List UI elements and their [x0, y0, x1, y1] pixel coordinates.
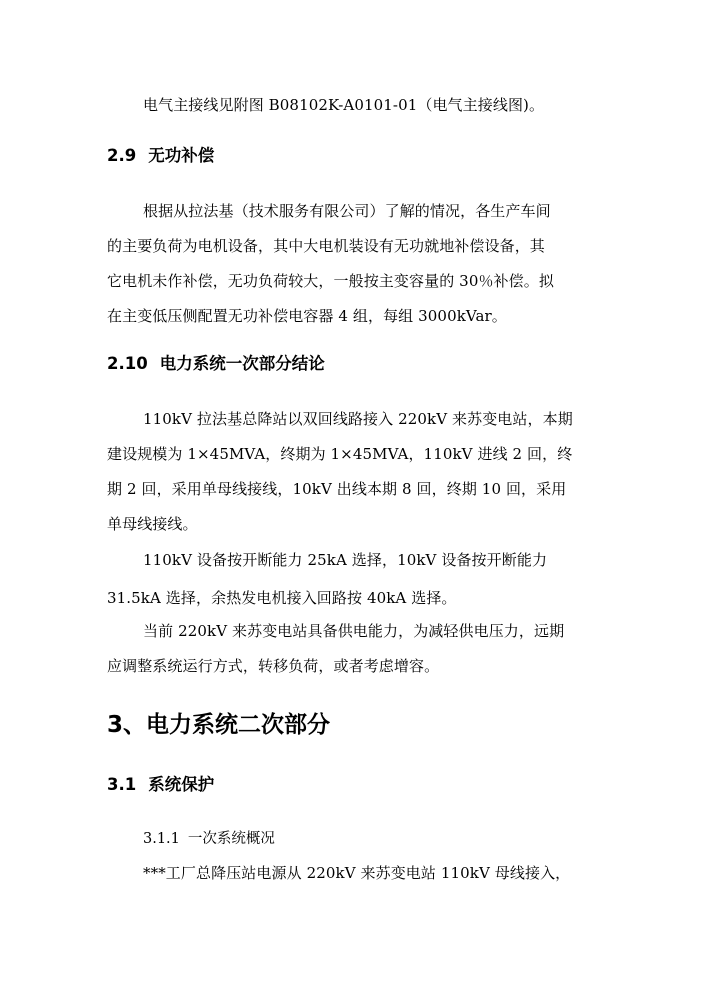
chapter-3-heading: [107, 711, 330, 739]
chapter-number: 3、: [107, 712, 147, 738]
overview-paragraph-line-1: ***工厂总降压站电源从 220kV 来苏变电站 110kV 母线接入，: [143, 864, 571, 882]
reactive-paragraph-line-4: 在主变低压侧配置无功补偿电容器 4 组，每组 3000kVar。: [107, 307, 507, 325]
section-title: 电力系统一次部分结论: [159, 354, 325, 373]
conclusion-paragraph-1-line-3: 期 2 回，采用单母线接线，10kV 出线本期 8 回，终期 10 回，采用: [107, 480, 567, 498]
conclusion-paragraph-3-line-2: 应调整系统运行方式，转移负荷，或者考虑增容。: [107, 657, 440, 675]
subsection-title: 一次系统概况: [187, 831, 275, 847]
section-2-9-heading: [107, 145, 214, 167]
conclusion-paragraph-2-line-1: 110kV 设备按开断能力 25kA 选择，10kV 设备按开断能力: [143, 551, 548, 569]
conclusion-paragraph-1-line-4: 单母线接线。: [107, 515, 198, 533]
subsection-number: 3.1.1: [143, 831, 180, 847]
section-number: 3.1: [107, 775, 137, 794]
conclusion-paragraph-3-line-1: 当前 220kV 来苏变电站具备供电能力，为减轻供电压力，远期: [143, 622, 565, 640]
conclusion-paragraph-2-line-2: 31.5kA 选择，余热发电机接入回路按 40kA 选择。: [107, 589, 457, 607]
section-number: 2.10: [107, 354, 148, 373]
diagram-reference-paragraph: 电气主接线见附图 B08102K-A0101-01（电气主接线图)。: [143, 96, 545, 114]
reactive-paragraph-line-3: 它电机未作补偿，无功负荷较大，一般按主变容量的 30％补偿。拟: [107, 272, 554, 290]
section-2-10-heading: [107, 353, 325, 375]
section-number: 2.9: [107, 146, 137, 165]
conclusion-paragraph-1-line-2: 建设规模为 1×45MVA，终期为 1×45MVA，110kV 进线 2 回，终: [107, 445, 573, 463]
section-3-1-heading: [107, 774, 214, 796]
reactive-paragraph-line-1: 根据从拉法基（技术服务有限公司）了解的情况，各生产车间: [143, 202, 551, 220]
subsection-3-1-1-heading: [143, 829, 275, 849]
reactive-paragraph-line-2: 的主要负荷为电机设备，其中大电机装设有无功就地补偿设备，其: [107, 237, 545, 255]
chapter-title: 电力系统二次部分: [146, 712, 331, 738]
section-title: 系统保护: [148, 775, 215, 794]
section-title: 无功补偿: [148, 146, 215, 165]
conclusion-paragraph-1-line-1: 110kV 拉法基总降站以双回线路接入 220kV 来苏变电站，本期: [143, 410, 573, 428]
